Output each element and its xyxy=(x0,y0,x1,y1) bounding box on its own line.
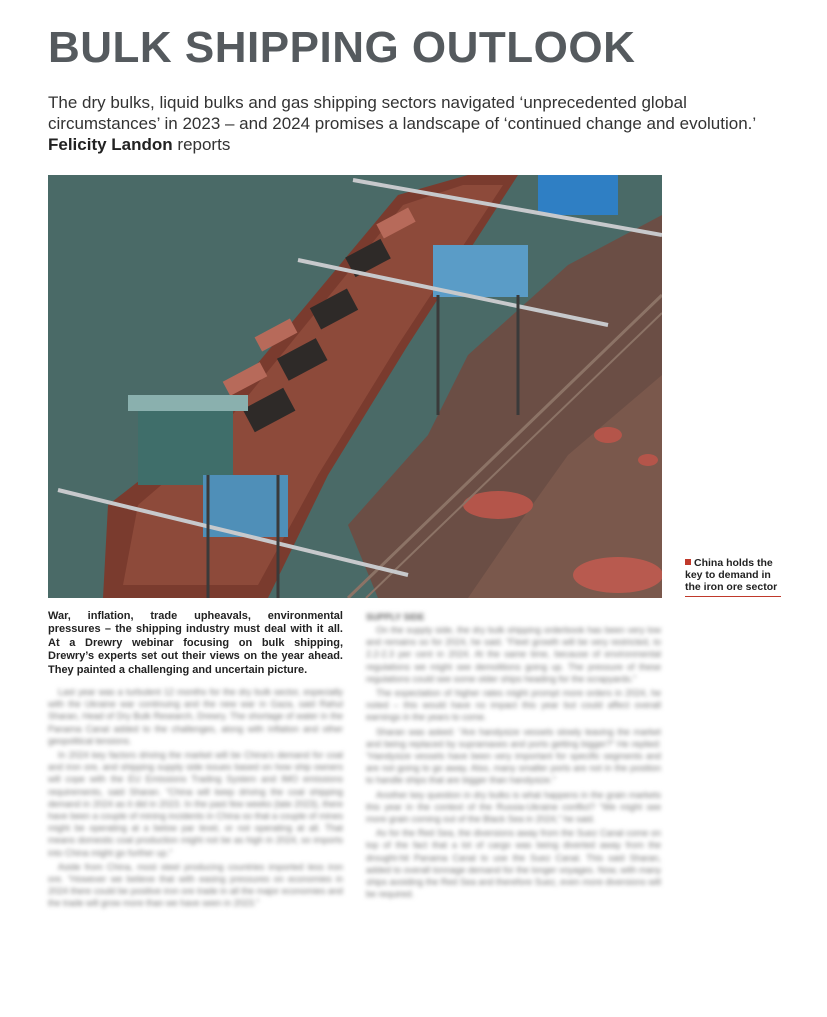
article-title: BULK SHIPPING OUTLOOK xyxy=(48,23,636,72)
caption-marker-icon xyxy=(685,559,691,565)
body-paragraph: Aside from China, most steel producing countries imported less iron ore. “However we believe that with easing pressures on economies in 2024 there could be positive iron ore trade in all the major economies and the trade will grow more than we have seen in 2023.” xyxy=(48,861,343,909)
photo-caption xyxy=(685,557,781,597)
standfirst xyxy=(48,92,788,155)
body-paragraph: On the supply side, the dry bulk shipping orderbook has been very low and remains so for 2024, he said. “Fleet growth will be very restricted, to 2.2-2.3 per cent in 2024. At the same time, because of environmental regulations we might see demolitions going up. The pressure of these regulations could see some older ships heading for the scrapyards.” xyxy=(366,625,661,684)
byline-author: Felicity Landon xyxy=(48,135,173,154)
hero-photo xyxy=(48,175,662,598)
body-paragraph: Sharan was asked: “Are handysize vessels slowly leaving the market and being replaced by supramaxes and ports getting bigger?” He replied: “Handysize vessels have been very important for specific segments and are not going to go away. Also, many smaller ports are not in the position to handle ships that are bigger than handysize.” xyxy=(366,726,661,786)
body-paragraph: The expectation of higher rates might prompt more orders in 2024, he noted – this would have no impact this year but could affect overall earnings in the years to come. xyxy=(366,688,661,723)
right-column xyxy=(366,612,661,902)
standfirst-text: The dry bulks, liquid bulks and gas shipping sectors navigated ‘unprecedented global circumstances’ in 2023 – and 2024 promises a landscape of ‘continued change and evolution.’ xyxy=(48,93,757,133)
intro-paragraph: War, inflation, trade upheavals, environmental pressures – the shipping industry must deal with it all. At a Drewry webinar focusing on bulk shipping, Drewry’s experts set out their views on the year ahead. They painted a challenging and uncertain picture. xyxy=(48,610,343,676)
section-heading: SUPPLY SIDE xyxy=(366,612,425,622)
body-paragraph: Another key question in dry bulks is what happens in the grain markets this year in the context of the Russia-Ukraine conflict? “We might see more grain coming out of the Black Sea in 2024,” he said. xyxy=(366,789,661,825)
left-column xyxy=(48,686,343,912)
bulk-carrier-illustration xyxy=(48,175,662,598)
byline-suffix: reports xyxy=(172,135,231,154)
body-paragraph: As for the Red Sea, the diversions away from the Suez Canal come on top of the fact that a lot of cargo was being diverted away from the drought-hit Panama Canal to use the Suez Canal. This said Sharan, added to overall tonnage demand for the longer voyages. Now, with many ships avoiding the Red Sea and therefore Suez, even more diversions will be required. xyxy=(366,828,661,900)
body-paragraph: In 2024 key factors driving the market will be China’s demand for coal and iron ore, and shipping supply side issues based on how ship owners will cope with the EU Emissions Trading System and IMO emissions requirements, said Sharan. “China will keep driving the coal shipping demand in 2024 as it did in 2023. In the past few weeks (late 2023), there have been a couple of mining incidents in China so that a couple of mines might be operating at a below par level, or not operating at all. That means domestic coal production might not be as high in 2024, so imports into China might go further up.” xyxy=(48,750,343,858)
body-paragraph: Last year was a turbulent 12 months for the dry bulk sector, especially with the Ukraine war continuing and the new war in Gaza, said Rahul Sharan, Head of Dry Bulk Research, Drewry. The shortage of water in the Panama Canal added to the challenges, along with inflation and other geopolitical tensions. xyxy=(48,687,343,746)
caption-text: China holds the key to demand in the iron ore sector xyxy=(685,557,778,593)
